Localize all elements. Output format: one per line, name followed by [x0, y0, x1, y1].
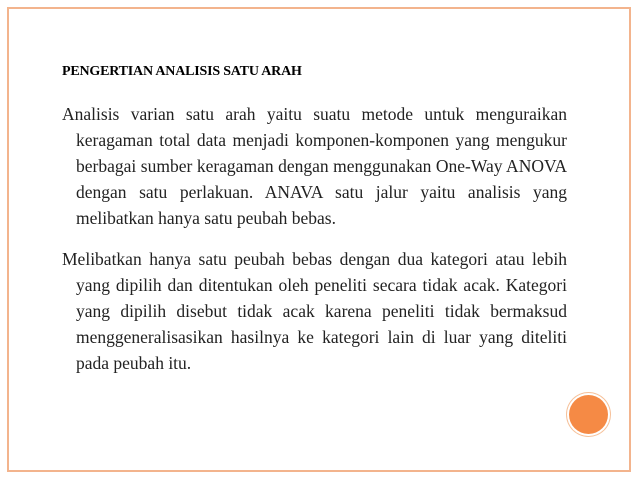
paragraph-1: Analisis varian satu arah yaitu suatu metode untuk menguraikan keragaman total data menjadi komponen-komponen yang mengukur berbagai sumber keragaman dengan menggunakan One-Way ANOVA dengan satu perlakuan. ANAVA satu jalur yaitu analisis yang melibatkan hanya satu peubah bebas.: [62, 104, 567, 228]
slide-title: PENGERTIAN ANALISIS SATU ARAH: [62, 64, 302, 79]
slide-body: [62, 101, 567, 391]
paragraph-2: Melibatkan hanya satu peubah bebas dengan dua kategori atau lebih yang dipilih dan ditentukan oleh peneliti secara tidak acak. Kategori yang dipilih disebut tidak acak karena peneliti tidak bermaksud menggeneralisasikan hasilnya ke kategori lain di luar yang diteliti pada peubah itu.: [62, 249, 567, 373]
decorative-circle: [569, 395, 608, 434]
